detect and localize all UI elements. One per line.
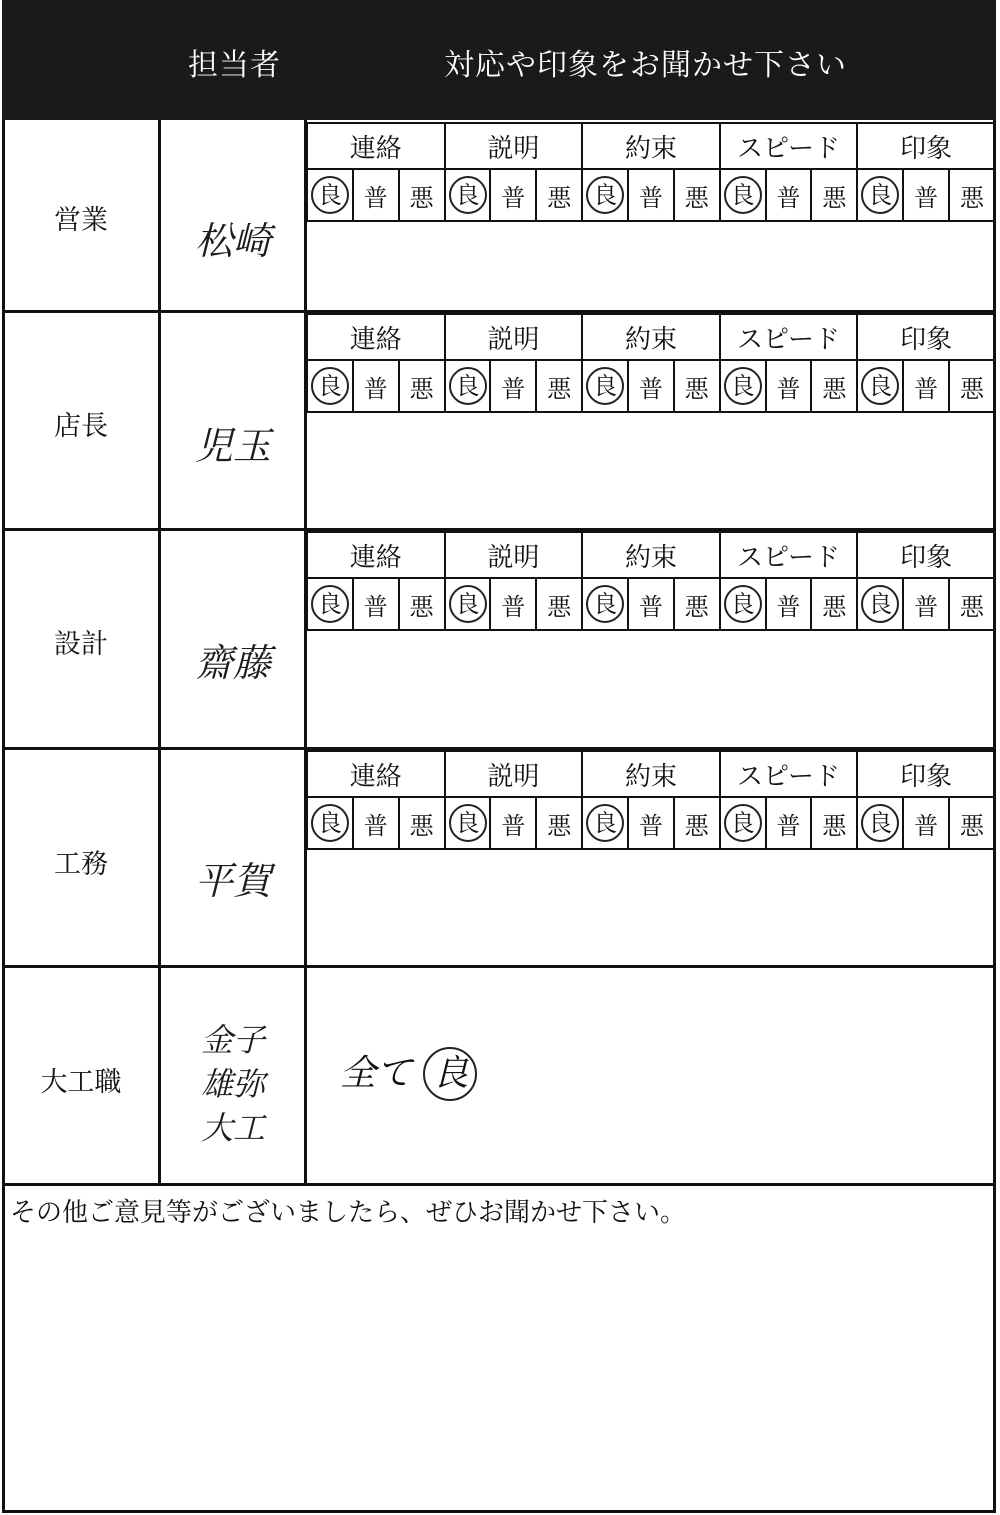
rating-category: 連絡 [307,314,445,360]
rating-option-good[interactable]: 良 [857,360,903,412]
rating-category: 印象 [857,751,995,797]
rating-category: 連絡 [307,532,445,578]
rating-grid [306,313,996,413]
rating-category: 説明 [445,123,583,169]
rating-option-good[interactable]: 良 [307,360,353,412]
staff-signature: 齋藤 [194,641,271,685]
rating-option-good[interactable]: 良 [857,797,903,849]
rating-option-average[interactable]: 普 [628,169,674,221]
rating-option-bad[interactable]: 悪 [399,169,445,221]
rating-option-bad[interactable]: 悪 [536,169,582,221]
carpenter-signature-line: 金子 [200,1021,265,1059]
rating-category: 説明 [445,751,583,797]
rating-category: スピード [720,532,858,578]
row-divider [2,1183,996,1186]
rating-option-good[interactable]: 良 [307,578,353,630]
rating-option-good[interactable]: 良 [582,169,628,221]
staff-signature: 松崎 [194,219,271,263]
rating-option-good[interactable]: 良 [720,578,766,630]
carpenter-signature-line: 雄弥 [200,1065,265,1103]
carpenter-comment-mark: 良 [423,1047,477,1101]
rating-option-bad[interactable]: 悪 [674,578,720,630]
rating-category: 約束 [582,532,720,578]
rating-option-bad[interactable]: 悪 [811,578,857,630]
rating-category: 印象 [857,314,995,360]
rating-option-bad[interactable]: 悪 [536,360,582,412]
rating-option-good[interactable]: 良 [582,797,628,849]
rating-category: 説明 [445,314,583,360]
rating-category: 連絡 [307,123,445,169]
rating-option-bad[interactable]: 悪 [949,797,995,849]
rating-option-average[interactable]: 普 [353,169,399,221]
rating-option-bad[interactable]: 悪 [811,797,857,849]
rating-grid [306,122,996,222]
carpenter-signature [162,1018,304,1150]
role-label: 大工職 [40,1067,122,1098]
rating-option-average[interactable]: 普 [903,360,949,412]
staff-signature: 平賀 [194,859,271,903]
rating-option-good[interactable]: 良 [582,578,628,630]
staff-header-label: 担当者 [188,48,281,83]
rating-option-bad[interactable]: 悪 [536,578,582,630]
other-comments-prompt: その他ご意見等がございましたら、ぜひお聞かせ下さい。 [10,1198,687,1228]
rating-category: 連絡 [307,751,445,797]
other-comments-area[interactable] [5,1236,993,1510]
rating-option-average[interactable]: 普 [903,578,949,630]
rating-option-good[interactable]: 良 [445,360,491,412]
rating-category: 説明 [445,532,583,578]
staff-signature: 児玉 [194,424,271,468]
rating-grid [306,750,996,850]
role-label: 営業 [54,205,108,236]
rating-option-good[interactable]: 良 [857,169,903,221]
rating-option-bad[interactable]: 悪 [949,169,995,221]
rating-option-bad[interactable]: 悪 [674,169,720,221]
rating-option-average[interactable]: 普 [628,797,674,849]
rating-category: スピード [720,123,858,169]
rating-option-bad[interactable]: 悪 [811,360,857,412]
rating-category: 約束 [582,751,720,797]
rating-option-average[interactable]: 普 [628,360,674,412]
rating-category: 印象 [857,123,995,169]
role-label: 工務 [54,849,108,880]
rating-option-average[interactable]: 普 [353,578,399,630]
rating-option-average[interactable]: 普 [766,169,812,221]
rating-option-bad[interactable]: 悪 [949,578,995,630]
rating-option-average[interactable]: 普 [490,169,536,221]
rating-option-good[interactable]: 良 [445,797,491,849]
rating-option-bad[interactable]: 悪 [949,360,995,412]
rating-category: 約束 [582,314,720,360]
rating-option-average[interactable]: 普 [490,797,536,849]
rating-option-average[interactable]: 普 [766,360,812,412]
rating-option-bad[interactable]: 悪 [399,360,445,412]
rating-option-average[interactable]: 普 [353,797,399,849]
row-divider [2,965,996,968]
rating-grid [306,531,996,631]
carpenter-comment [340,1045,477,1101]
rating-option-good[interactable]: 良 [307,169,353,221]
rating-option-good[interactable]: 良 [720,169,766,221]
rating-option-good[interactable]: 良 [307,797,353,849]
rating-option-good[interactable]: 良 [445,578,491,630]
rating-category: 印象 [857,532,995,578]
rating-option-bad[interactable]: 悪 [811,169,857,221]
form-header [2,0,996,120]
rating-option-average[interactable]: 普 [766,797,812,849]
rating-option-average[interactable]: 普 [903,797,949,849]
rating-option-bad[interactable]: 悪 [536,797,582,849]
carpenter-signature-line: 大工 [200,1109,265,1147]
rating-category: スピード [720,751,858,797]
rating-option-average[interactable]: 普 [353,360,399,412]
role-label: 設計 [54,629,108,660]
rating-option-average[interactable]: 普 [490,360,536,412]
rating-category: 約束 [582,123,720,169]
rating-option-good[interactable]: 良 [720,360,766,412]
rating-option-good[interactable]: 良 [857,578,903,630]
rating-option-bad[interactable]: 悪 [399,578,445,630]
rating-option-bad[interactable]: 悪 [399,797,445,849]
rating-option-average[interactable]: 普 [490,578,536,630]
impression-prompt: 対応や印象をお聞かせ下さい [444,48,847,83]
rating-option-average[interactable]: 普 [628,578,674,630]
rating-option-good[interactable]: 良 [720,797,766,849]
rating-option-bad[interactable]: 悪 [674,360,720,412]
rating-category: スピード [720,314,858,360]
rating-option-good[interactable]: 良 [582,360,628,412]
rating-option-average[interactable]: 普 [766,578,812,630]
role-label: 店長 [54,411,108,442]
carpenter-comment-text: 全て [340,1053,413,1094]
rating-option-bad[interactable]: 悪 [674,797,720,849]
rating-option-average[interactable]: 普 [903,169,949,221]
col-divider-name [304,120,307,1186]
rating-option-good[interactable]: 良 [445,169,491,221]
